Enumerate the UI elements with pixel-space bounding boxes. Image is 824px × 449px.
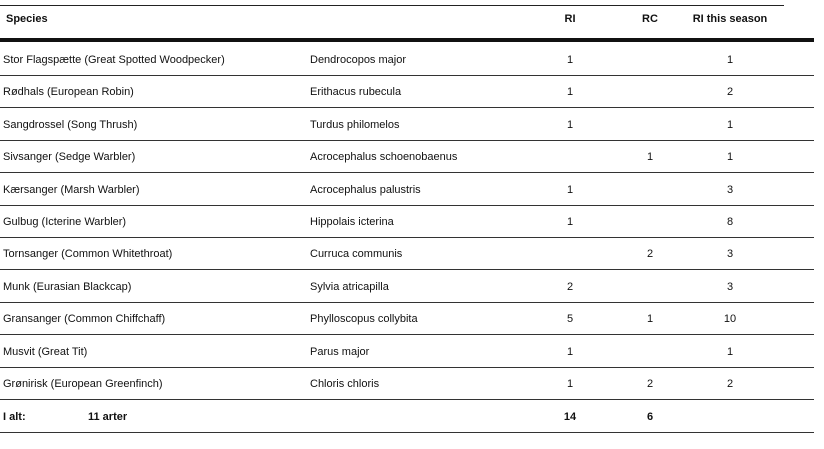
ri-season-value: 8 — [726, 216, 734, 228]
latin-name: Hippolais icterina — [310, 216, 394, 228]
bottom-rule — [0, 432, 814, 433]
ri-season-value: 2 — [726, 86, 734, 99]
table-row — [0, 336, 824, 368]
table-row — [0, 174, 824, 206]
rc-value: 1 — [646, 313, 654, 326]
ri-season-value: 1 — [726, 118, 734, 131]
table-row — [0, 206, 824, 238]
latin-name: Curruca communis — [310, 248, 403, 261]
ri-value: 1 — [566, 183, 574, 196]
rc-value: 1 — [646, 151, 654, 164]
header-ri: RI — [564, 13, 576, 25]
latin-name: Turdus philomelos — [310, 118, 400, 131]
ri-value: 1 — [566, 216, 574, 228]
header-rule — [0, 38, 814, 42]
ri-season-value: 3 — [726, 183, 734, 196]
species-name: Kærsanger (Marsh Warbler) — [3, 183, 140, 196]
species-name: Gransanger (Common Chiffchaff) — [3, 313, 166, 326]
latin-name: Dendrocopos major — [310, 54, 406, 66]
top-rule — [0, 5, 784, 6]
total-ri: 14 — [563, 411, 577, 423]
table-row — [0, 76, 824, 108]
species-name: Musvit (Great Tit) — [3, 345, 88, 358]
latin-name: Acrocephalus schoenobaenus — [310, 151, 458, 164]
ri-season-value: 1 — [726, 151, 734, 164]
table-row — [0, 44, 824, 76]
latin-name: Chloris chloris — [310, 378, 380, 390]
table-row — [0, 271, 824, 303]
ri-value: 1 — [566, 345, 574, 358]
header-species: Species — [6, 13, 48, 25]
latin-name: Phylloscopus collybita — [310, 313, 418, 326]
species-name: Munk (Eurasian Blackcap) — [3, 280, 132, 293]
total-row — [0, 401, 824, 433]
ri-value: 1 — [566, 54, 574, 66]
species-name: Grønirisk (European Greenfinch) — [3, 378, 163, 390]
latin-name: Sylvia atricapilla — [310, 280, 389, 293]
ri-season-value: 3 — [726, 248, 734, 261]
ri-season-value: 2 — [726, 378, 734, 390]
ri-value: 5 — [566, 313, 574, 326]
ri-value: 1 — [566, 86, 574, 99]
latin-name: Parus major — [310, 345, 370, 358]
header-ri-season: RI this season — [692, 13, 768, 25]
species-name: Sangdrossel (Song Thrush) — [3, 118, 138, 131]
table-row — [0, 109, 824, 141]
table-row — [0, 303, 824, 335]
latin-name: Acrocephalus palustris — [310, 183, 421, 196]
rc-value: 2 — [646, 248, 654, 261]
table-row — [0, 141, 824, 173]
ri-value: 1 — [566, 378, 574, 390]
table-header — [0, 0, 824, 44]
ri-season-value: 1 — [726, 54, 734, 66]
ri-value: 2 — [566, 280, 574, 293]
species-name: Tornsanger (Common Whitethroat) — [3, 248, 173, 261]
ri-season-value: 10 — [723, 313, 737, 326]
ri-value: 1 — [566, 118, 574, 131]
row-divider — [0, 399, 814, 400]
table-row — [0, 368, 824, 400]
latin-name: Erithacus rubecula — [310, 86, 402, 99]
ri-season-value: 3 — [726, 280, 734, 293]
total-species-count: 11 arter — [88, 411, 128, 423]
ri-season-value: 1 — [726, 345, 734, 358]
table-row — [0, 238, 824, 270]
total-label: I alt: — [3, 411, 26, 423]
species-name: Stor Flagspætte (Great Spotted Woodpecker) — [3, 54, 225, 66]
total-rc: 6 — [646, 411, 654, 423]
species-name: Rødhals (European Robin) — [3, 86, 134, 99]
header-rc: RC — [642, 13, 658, 25]
species-name: Sivsanger (Sedge Warbler) — [3, 151, 136, 164]
rc-value: 2 — [646, 378, 654, 390]
species-name: Gulbug (Icterine Warbler) — [3, 216, 127, 228]
